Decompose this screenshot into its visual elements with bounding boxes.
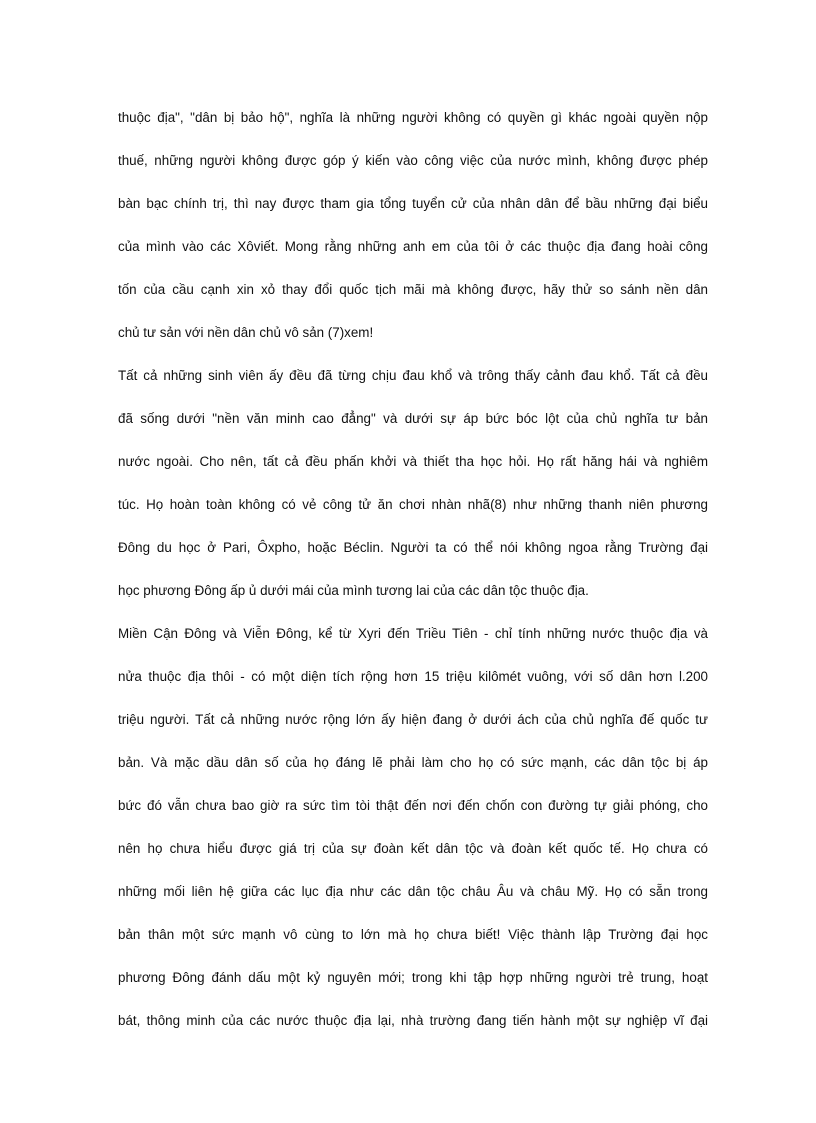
text-line: nên họ chưa hiểu được giá trị của sự đoàn kết dân tộc và đoàn kết quốc tế. Họ chưa có bbox=[118, 841, 708, 856]
text-line: đã sống dưới "nền văn minh cao đẳng" và dưới sự áp bức bóc lột của chủ nghĩa tư bản bbox=[118, 411, 708, 426]
text-line: bức đó vẫn chưa bao giờ ra sức tìm tòi thật đến nơi đến chốn con đường tự giải phóng, cho bbox=[118, 798, 708, 813]
text-line: nước ngoài. Cho nên, tất cả đều phấn khởi và thiết tha học hỏi. Họ rất hăng hái và nghiêm bbox=[118, 454, 708, 469]
text-line: phương Đông đánh dấu một kỷ nguyên mới; trong khi tập hợp những người trẻ trung, hoạt bbox=[118, 970, 708, 985]
text-line: bản. Và mặc dầu dân số của họ đáng lẽ phải làm cho họ có sức mạnh, các dân tộc bị áp bbox=[118, 755, 708, 770]
text-line: bản thân một sức mạnh vô cùng to lớn mà họ chưa biết! Việc thành lập Trường đại học bbox=[118, 927, 708, 942]
text-line: bàn bạc chính trị, thì nay được tham gia tổng tuyển cử của nhân dân để bầu những đại biểu bbox=[118, 196, 708, 211]
text-line: bát, thông minh của các nước thuộc địa lại, nhà trường đang tiến hành một sự nghiệp vĩ đại bbox=[118, 1013, 708, 1028]
text-line: túc. Họ hoàn toàn không có vẻ công tử ăn chơi nhàn nhã(8) như những thanh niên phương bbox=[118, 497, 708, 512]
text-line: của mình vào các Xôviết. Mong rằng những anh em của tôi ở các thuộc địa đang hoài công bbox=[118, 239, 708, 254]
text-line: triệu người. Tất cả những nước rộng lớn ấy hiện đang ở dưới ách của chủ nghĩa đế quốc tư bbox=[118, 712, 708, 727]
text-line: nửa thuộc địa thôi - có một diện tích rộng hơn 15 triệu kilômét vuông, với số dân hơn l.200 bbox=[118, 669, 708, 684]
text-line: tốn của cầu cạnh xin xỏ thay đổi quốc tịch mãi mà không được, hãy thử so sánh nền dân bbox=[118, 282, 708, 297]
text-line: những mối liên hệ giữa các lục địa như các dân tộc châu Âu và châu Mỹ. Họ có sẵn trong bbox=[118, 884, 708, 899]
document-body bbox=[118, 96, 708, 1042]
text-line: Tất cả những sinh viên ấy đều đã từng chịu đau khổ và trông thấy cảnh đau khổ. Tất cả đều bbox=[118, 368, 708, 383]
text-line: Đông du học ở Pari, Ôxpho, hoặc Béclin. Người ta có thể nói không ngoa rằng Trường đại bbox=[118, 540, 708, 555]
text-line: học phương Đông ấp ủ dưới mái của mình tương lai của các dân tộc thuộc địa. bbox=[118, 583, 589, 598]
text-line: thuế, những người không được góp ý kiến vào công việc của nước mình, không được phép bbox=[118, 153, 708, 168]
text-line: Miền Cận Đông và Viễn Đông, kể từ Xyri đến Triều Tiên - chỉ tính những nước thuộc địa và bbox=[118, 626, 708, 641]
text-line: chủ tư sản với nền dân chủ vô sản (7)xem! bbox=[118, 325, 374, 340]
text-line: thuộc địa", "dân bị bảo hộ", nghĩa là những người không có quyền gì khác ngoài quyền nộp bbox=[118, 110, 708, 125]
